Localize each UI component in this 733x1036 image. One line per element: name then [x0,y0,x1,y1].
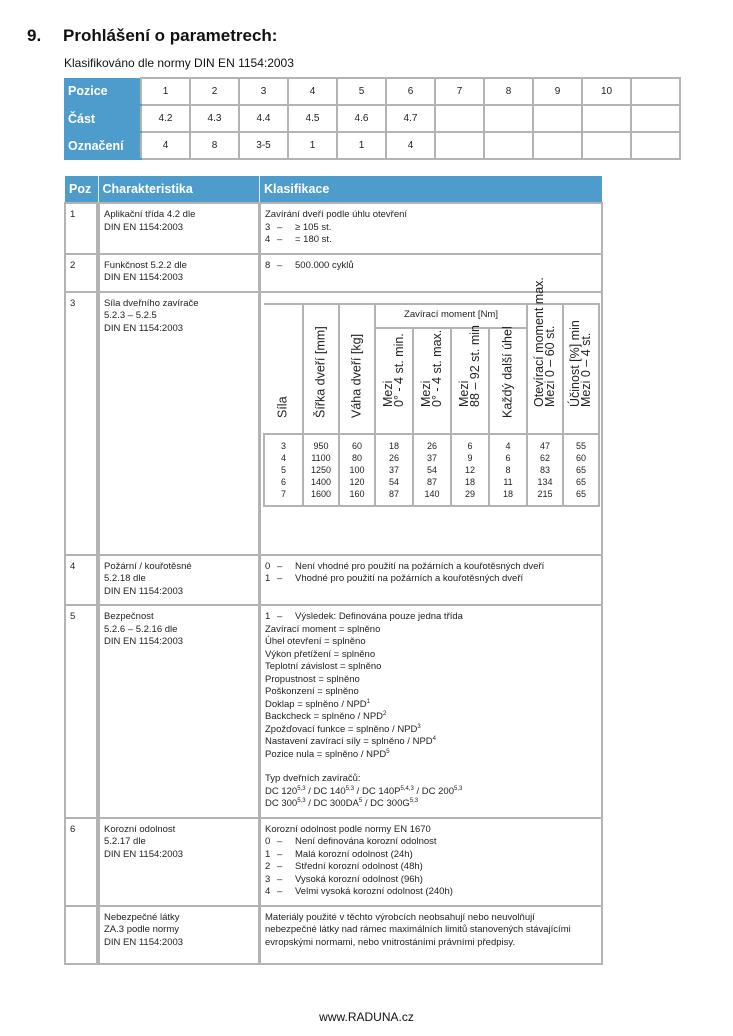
characteristic-line: DIN EN 1154:2003 [104,322,184,334]
header-charakteristika: Charakteristika [98,176,260,203]
classification-cell [435,132,484,159]
force-column-header [413,328,451,434]
classification-item [265,874,597,887]
classification-item-key: 0 [265,560,271,572]
spacer [265,761,597,773]
dash: – [277,861,283,872]
force-column-header [375,328,413,434]
force-value: 5 [280,464,286,475]
force-value: 11 [503,476,513,487]
force-value: 6 [505,452,511,463]
force-value: 54 [388,476,399,487]
npd-line-text: Backcheck = splněno / NPD [265,711,384,722]
force-column-label [534,277,556,407]
force-values-column [489,434,527,506]
result-line: Poškonzení = splněno [265,686,359,697]
closer-model: / DC 200 [413,785,455,797]
parameter-row [65,203,602,254]
parameter-classification [260,906,603,964]
force-column-label-line: Každý další úhel [500,325,515,418]
classification-cell: 1 [337,132,386,159]
force-value: 54 [426,464,437,475]
classification-cell: 5 [337,78,386,105]
classification-item-value: Výsledek: Definována pouze jedna třída [295,611,463,622]
section-number: 9. [27,26,42,45]
classification-cell: 1 [141,78,190,105]
classification-item [265,836,597,849]
parameter-classification [260,276,603,555]
classification-cell [484,132,533,159]
classification-item-key: 1 [265,611,271,622]
force-column-label [349,333,364,418]
force-value: 120 [349,476,365,487]
footnote-marker: 5,3 [454,785,463,792]
characteristic-line: Bezpečnost [104,611,154,622]
force-value: 1250 [310,464,332,475]
closer-model: / DC 140P [354,785,401,797]
npd-line-text: Doklap = splněno / NPD [265,698,367,710]
classification-cell: 3 [239,78,288,105]
footnote-marker: 2 [383,710,387,717]
classification-cell: 8 [484,78,533,105]
force-column-label-line: 0° - 4 st. max. [430,329,444,407]
footnote-marker: 5 [386,748,390,755]
characteristic-line: Požární / kouřotěsné [104,560,192,572]
classification-cell: 1 [288,132,337,159]
force-value: 4 [280,452,286,463]
footer-website: www.RADUNA.cz [319,1010,414,1024]
classification-row [64,78,680,105]
classification-cell [533,132,582,159]
force-value: 18 [388,440,399,451]
force-value: 160 [349,488,365,499]
force-value: 100 [349,464,365,475]
npd-line [265,699,597,712]
classification-row-label: Část [64,105,141,132]
classification-cell: 2 [190,78,239,105]
classification-cell [435,105,484,132]
npd-line [265,736,597,749]
classification-item [265,260,597,273]
classification-item-value: 500.000 cyklů [295,259,354,271]
force-value: 6 [467,440,473,451]
footnote-marker: 5,3 [409,797,419,804]
parameter-classification [260,605,603,818]
characteristic-line: Síla dveřního zavírače [104,297,199,309]
classification-item-value: Není definována korozní odolnost [295,836,437,847]
force-value: 1400 [310,476,332,487]
force-column-header [303,304,339,434]
characteristic-line: ZA.3 podle normy [104,924,179,935]
force-values-column [264,434,303,506]
section-heading [27,26,277,46]
force-value: 65 [575,488,586,499]
characteristic-line: DIN EN 1154:2003 [104,272,184,283]
classification-item [265,561,597,574]
parameter-row [65,254,602,292]
classification-cell: 4 [141,132,190,159]
force-value: 47 [539,440,550,451]
parameter-position: 5 [65,605,98,818]
force-value: 18 [502,488,513,499]
characteristic-line: DIN EN 1154:2003 [104,936,184,948]
classification-item [265,849,597,862]
classification-item-key: 0 [265,836,271,847]
force-column-label-line: 0° - 4 st. min. [392,332,406,407]
dash: – [277,611,283,622]
dash: – [277,560,283,572]
force-value: 65 [575,464,586,475]
dash: – [277,848,283,860]
classification-subtitle: Klasifikováno dle normy DIN EN 1154:2003 [64,56,294,70]
classification-item [265,886,597,899]
force-column-label-line: Síla [275,395,290,418]
parameter-classification [260,555,603,606]
footnote-marker: 5,3 [345,785,355,792]
footnote-marker: 4 [432,735,436,742]
result-line: Výkon přetížení = splněno [265,648,376,660]
classification-cell: 8 [190,132,239,159]
force-column-label [421,329,443,406]
classification-cell [484,105,533,132]
classification-item-value: Malá korozní odolnost (24h) [295,848,413,860]
classification-cell: 4.4 [239,105,288,132]
classification-item [265,573,597,586]
characteristic-line: Korozní odolnost [104,823,176,835]
force-value: 87 [388,488,399,499]
parameter-characteristic [98,906,260,964]
npd-line [265,749,597,762]
force-column-label [570,320,592,407]
footnote-marker: 3 [417,723,421,730]
parameter-position: 6 [65,818,98,906]
force-value: 18 [464,476,475,487]
force-value: 9 [467,452,473,463]
parameter-row [65,605,602,818]
parameter-characteristic [98,292,260,555]
classification-item [265,611,597,624]
classification-item [265,234,597,247]
force-value: 3 [280,440,286,451]
force-value: 26 [388,452,399,463]
closer-types-title: Typ dveřních zavíračů: [265,773,361,784]
classification-text-line: Materiály použité v těchto výrobcích neobsahují nebo neuvolňují [265,911,535,923]
classification-cell [582,132,631,159]
parameter-row [65,906,602,964]
parameter-position [65,906,98,964]
classification-item-key: 1 [265,848,271,860]
result-line: Teplotní závislost = splněno [265,661,382,672]
force-values-row [264,434,599,506]
npd-line-text: Nastavení zavírací síly = splněno / NPD [265,736,433,747]
force-column-label-line: Otevírací moment max. [532,276,546,407]
force-value: 950 [313,440,329,451]
classification-cell [631,132,680,159]
force-value: 83 [539,464,550,475]
force-value: 55 [575,440,586,451]
force-values-column [303,434,339,506]
force-values-column [527,434,563,506]
parameter-row [65,292,602,555]
classification-item-key: 1 [265,573,271,584]
characteristic-line: 5.2.17 dle [104,836,146,847]
force-column-label-line: Mezi 0 – 60 st. [543,325,557,407]
classification-cell: 4.2 [141,105,190,132]
dash: – [277,221,283,233]
parameter-characteristic [98,555,260,606]
force-values-column [375,434,413,506]
characteristic-line: Aplikační třída 4.2 dle [104,209,196,220]
parameter-classification [260,203,603,254]
footnote-marker: 5 [358,797,363,804]
force-value: 215 [537,488,553,499]
force-column-label [275,395,290,418]
classification-item-key: 8 [265,259,271,271]
dash: – [277,873,283,885]
classification-row-label: Pozice [64,78,141,105]
force-column-header [339,304,375,434]
force-column-label-line: Účinost [%] min [568,319,582,407]
npd-line-text: Zpožďovací funkce = splněno / NPD [265,723,418,735]
classification-intro: Zavírání dveří podle úhlu otevření [265,209,408,220]
classification-cell [582,105,631,132]
result-line: Propustnost = splněno [265,673,360,685]
force-value: 29 [464,488,475,499]
npd-line [265,711,597,724]
force-value: 12 [464,464,475,475]
classification-row [64,132,680,159]
parameter-position: 1 [65,203,98,254]
force-value: 4 [505,440,511,451]
classification-cell: 4.6 [337,105,386,132]
classification-item-key: 4 [265,886,271,897]
force-column-label-line: Mezi [419,380,433,407]
classification-cell: 3-5 [239,132,288,159]
force-column-header [563,304,599,434]
parameter-characteristic [98,605,260,818]
characteristic-line: 5.2.3 – 5.2.5 [104,310,157,321]
parameter-position: 3 [65,292,98,555]
force-column-header [264,304,303,434]
classification-cell: 4 [288,78,337,105]
force-value: 60 [575,452,586,463]
classification-item [265,222,597,235]
force-column-label-line: 88 – 92 st. min [468,324,482,407]
header-poz: Poz [65,176,98,203]
parameter-characteristic [98,254,260,292]
closer-model: / DC 300DA [305,798,359,809]
classification-item-key: 3 [265,221,271,233]
dash: – [277,234,283,245]
footnote-marker: 5,3 [297,797,306,804]
force-value: 65 [575,476,586,487]
characteristic-line: DIN EN 1154:2003 [104,636,184,647]
force-value: 37 [426,452,437,463]
characteristic-line: DIN EN 1154:2003 [104,848,184,860]
classification-item-value: Střední korozní odolnost (48h) [295,861,423,872]
closer-model: DC 300 [265,798,298,809]
classification-item-value: = 180 st. [295,234,332,245]
classification-item-value: Vhodné pro použití na požárních a kouřotěsných dveří [295,573,524,584]
classification-item-value: Vysoká korozní odolnost (96h) [295,873,423,885]
force-values-column [413,434,451,506]
footnote-marker: 1 [366,698,370,705]
force-value: 6 [280,476,286,487]
force-header-row [264,304,599,328]
force-column-label-line: Mezi 0 – 4 st. [579,332,593,407]
classification-item-key: 3 [265,873,271,885]
classification-item-key: 4 [265,234,271,245]
force-column-label [383,333,405,407]
characteristic-line: 5.2.6 – 5.2.16 dle [104,623,178,635]
classification-cell: 4.7 [386,105,435,132]
classification-item [265,861,597,874]
force-column-label-line: Váha dveří [kg] [349,333,364,418]
classification-intro: Korozní odolnost podle normy EN 1670 [265,823,431,835]
parameter-characteristic [98,203,260,254]
parameter-position: 2 [65,254,98,292]
door-closer-force-wrapper [261,276,601,535]
npd-line-text: Pozice nula = splněno / NPD [265,748,387,760]
classification-cell [533,105,582,132]
classification-item-value: Velmi vysoká korozní odolnost (240h) [295,886,453,897]
classification-cell: 10 [582,78,631,105]
force-column-header [489,325,527,434]
force-value: 62 [539,452,550,463]
force-column-label [313,325,328,418]
classification-cell: 9 [533,78,582,105]
force-values-column [451,434,489,506]
force-column-header [527,276,563,434]
parameters-table [64,176,603,965]
classification-cell [631,78,680,105]
result-line: Zavírací moment = splněno [265,623,381,635]
classification-cell: 7 [435,78,484,105]
force-value: 87 [426,476,437,487]
parameter-row [65,555,602,606]
classification-row [64,105,680,132]
force-value: 1600 [310,488,332,499]
force-column-label [459,325,481,407]
classification-cell: 4.5 [288,105,337,132]
force-values-column [339,434,375,506]
characteristic-line: Nebezpečné látky [104,911,180,923]
dash: – [277,573,283,584]
parameter-classification [260,818,603,906]
closing-moment-group-header: Zavírací moment [Nm] [375,304,527,328]
classification-text-line: evropskými normami, nebo vnitrostáními právními předpisy. [265,936,516,948]
closer-types-line [265,798,597,811]
section-title: Prohlášení o parametrech: [63,26,278,45]
force-values-column [563,434,599,506]
force-value: 134 [537,476,553,487]
footnote-marker: 5,4,3 [400,785,414,792]
parameter-position: 4 [65,555,98,606]
characteristic-line: DIN EN 1154:2003 [104,585,184,597]
footnote-marker: 5,3 [297,785,306,792]
header-klasifikace: Klasifikace [260,176,603,203]
parameter-characteristic [98,818,260,906]
force-column-label-line: Mezi [381,380,395,407]
npd-line [265,724,597,737]
door-closer-force-table [263,276,600,507]
force-column-label-line: Mezi [457,380,471,407]
classification-cell: 4 [386,132,435,159]
dash: – [277,886,283,897]
force-column-label-line: Šířka dveří [mm] [313,325,328,418]
classification-text-line: nebezpečné látky nad rámec maximálních limitů stanovených stávajícími [265,924,571,935]
classification-item-value: Není vhodné pro použití na požárních a kouřotěsných dveří [295,560,545,572]
parameter-row [65,818,602,906]
classification-item-value: ≥ 105 st. [295,221,332,233]
force-value: 60 [351,440,362,451]
force-value: 26 [426,440,437,451]
force-value: 1100 [311,452,331,463]
force-value: 37 [388,464,399,475]
classification-row-label: Označení [64,132,141,159]
classification-cell [631,105,680,132]
closer-model: / DC 140 [305,785,346,797]
classification-cell: 4.3 [190,105,239,132]
closer-model: DC 120 [265,785,298,797]
force-value: 7 [280,488,286,499]
force-value: 80 [351,452,362,463]
classification-cell: 6 [386,78,435,105]
force-column-label [500,325,515,418]
characteristic-line: Funkčnost 5.2.2 dle [104,259,187,271]
classification-item-key: 2 [265,861,271,872]
characteristic-line: 5.2.18 dle [104,573,146,584]
parameters-header-row [65,176,602,203]
dash: – [277,259,283,271]
force-value: 140 [424,488,440,499]
result-line: Úhel otevření = splněno [265,636,366,647]
closer-model: / DC 300G [362,798,410,809]
force-value: 8 [505,464,511,475]
characteristic-line: DIN EN 1154:2003 [104,221,184,233]
classification-table [64,77,681,160]
dash: – [277,836,283,847]
closer-types-line [265,786,597,799]
force-column-header [451,324,489,434]
